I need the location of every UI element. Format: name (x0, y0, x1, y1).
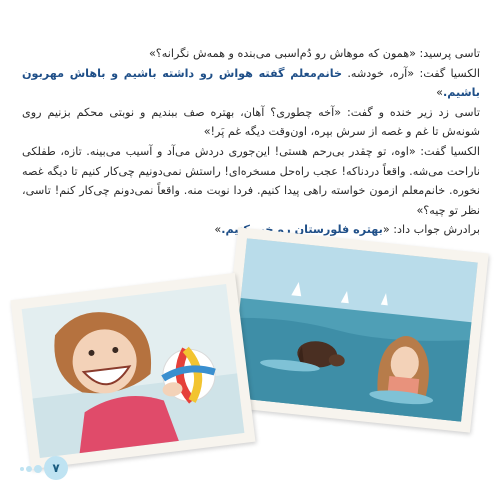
dialogue-text: برادرش جواب داد: « (382, 223, 480, 237)
closing-quote: » (436, 86, 443, 100)
decorative-dots-icon (18, 462, 46, 476)
paragraph-tasi-laugh: تاسی زد زیر خنده و گفت: «آخه چطوری؟ آهان، بهتره صف ببندیم و نوبتی محکم بزنیم روی شونه‌ش تا غم و غصه از سرش بپره، اون‌وقت دیگه غم پَر!» (22, 105, 480, 139)
dialogue-text: الکسیا گفت: «آره، خودشه. (342, 66, 480, 80)
paragraph-tasi-question: تاسی پرسید: «همون که موهاش رو دُم‌اسبی می‌بنده و همه‌ش نگرانه؟» (148, 47, 480, 60)
sea-scene-illustration (219, 227, 488, 432)
photo-girl-with-beach-ball (10, 273, 255, 469)
girl-beach-ball-illustration (10, 273, 255, 469)
story-text (22, 44, 480, 240)
page-number: ۷ (44, 456, 68, 480)
closing-quote: » (214, 223, 222, 237)
paragraph-alexia-answer (22, 64, 480, 103)
paragraph-alexia-reply: الکسیا گفت: «اوه، تو چقدر بی‌رحم هستی! این‌جوری دردش می‌آد و آسیب می‌بینه. تازه، طفلکی ناراحت می‌شه. واقعاً دردناکه! عجب راه‌حل مسخره‌ای! راستش نمی‌دونیم چی‌کار کنیم تا دیگه غصه نخوره. خانم‌معلم ازمون خواسته راهی پیدا کنیم. فردا نوبت منه. واقعاً نمی‌دونم چی‌کار کنم! تاسی، نظر تو چیه؟» (22, 144, 480, 217)
highlighted-dialogue: خانم‌معلم گفته هواش رو داشته باشیم و باهاش مهربون باشیم. (22, 66, 480, 100)
highlighted-dialogue: بهتره فلورستان رو خبر کنیم. (221, 223, 383, 237)
photo-girl-with-dog-in-sea (219, 227, 488, 432)
